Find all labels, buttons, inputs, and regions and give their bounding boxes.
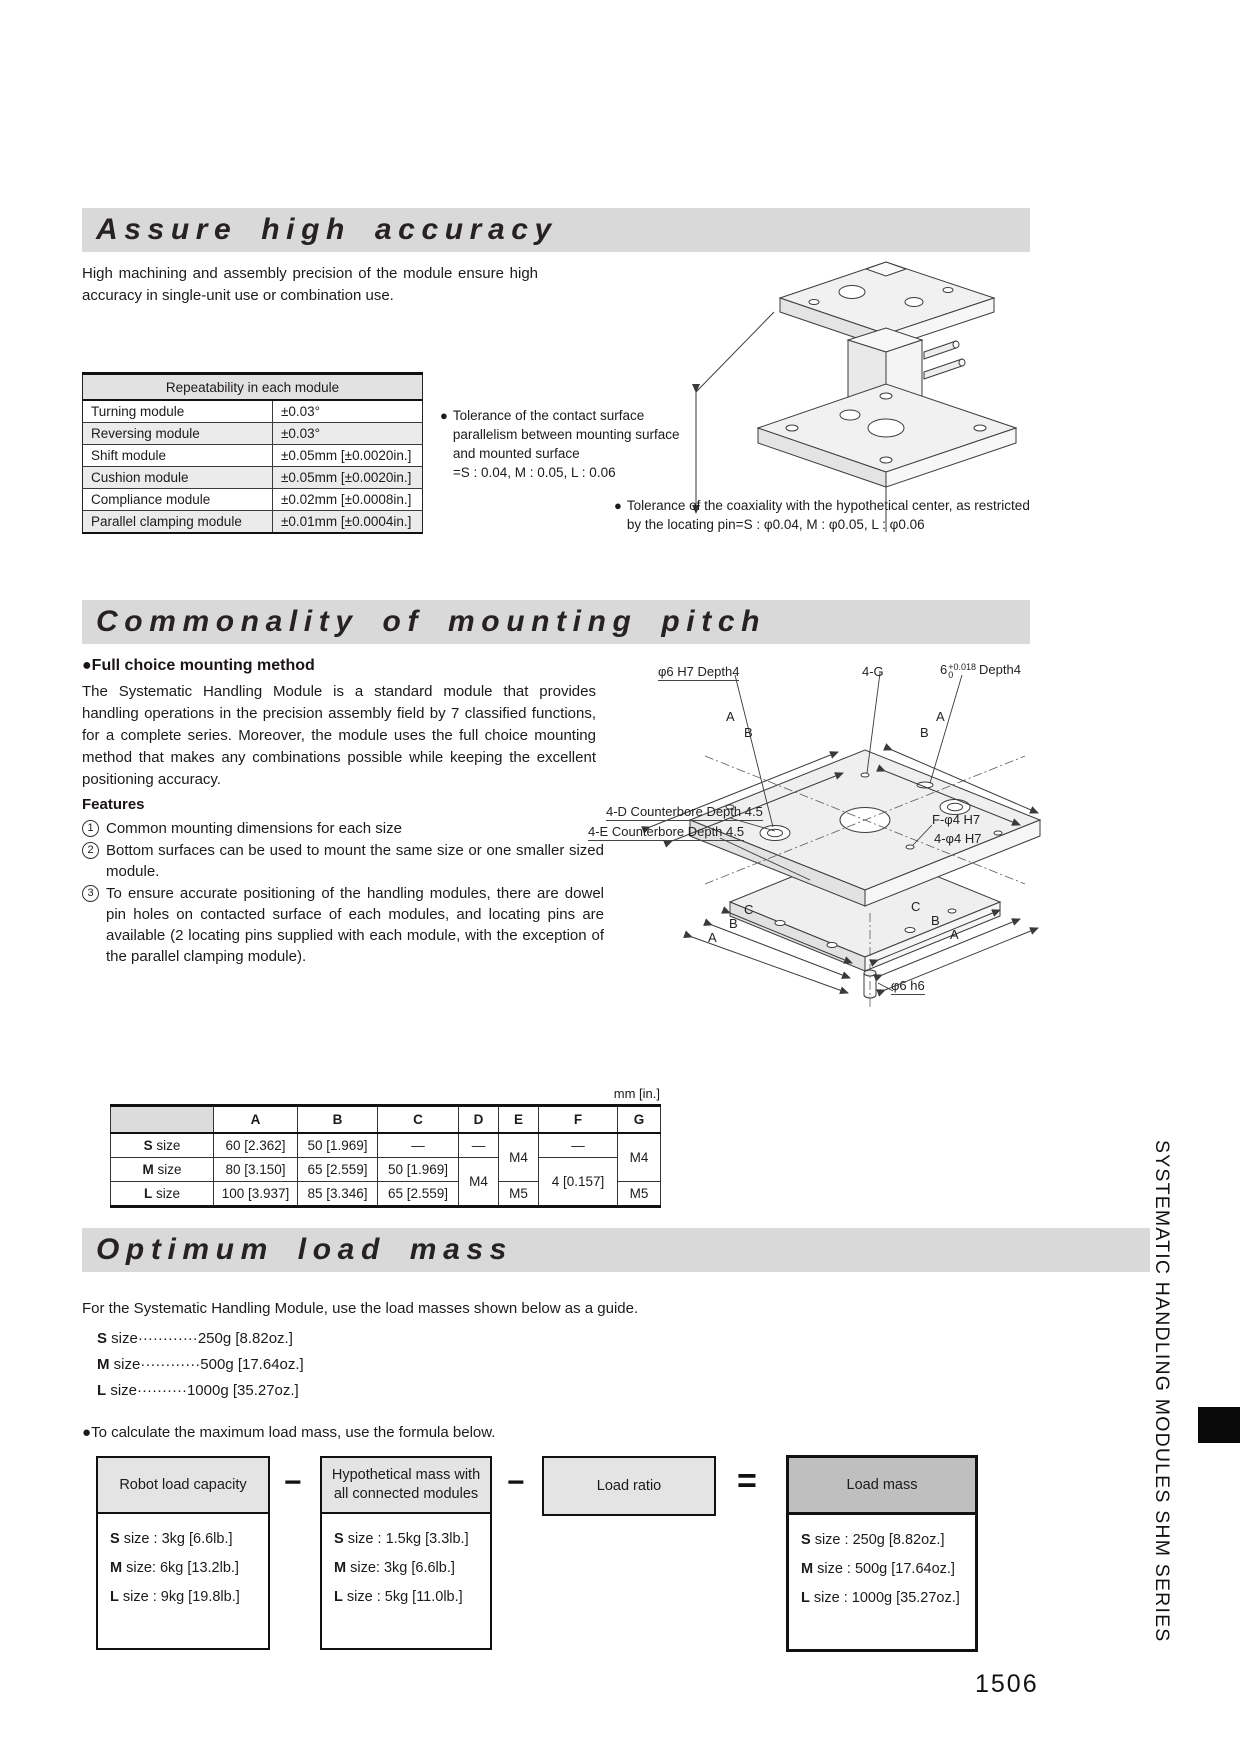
note-line: Tolerance of the coaxiality with the hypothetical center, as restricted	[626, 498, 1030, 513]
table-header-row	[111, 1106, 661, 1134]
note-lines	[627, 496, 1030, 534]
dim-cell: M4	[499, 1133, 539, 1182]
circled-number-icon: 3	[82, 885, 99, 902]
accuracy-intro-text: High machining and assembly precision of the module ensure high accuracy in single-unit use or combination use.	[82, 265, 538, 304]
note-line: and mounted surface	[452, 446, 580, 461]
dim-label-b: B	[729, 916, 738, 931]
dim-label-a: A	[708, 930, 717, 945]
col-header: G	[618, 1106, 661, 1134]
dotted-leader: ············	[140, 1356, 201, 1373]
four-hole-label: 4-φ4 H7	[934, 831, 982, 846]
dim-cell: —	[459, 1133, 499, 1158]
tolerance-stack	[948, 663, 976, 679]
module-value-cell: ±0.02mm [±0.0008in.]	[273, 489, 423, 511]
page-number: 1506	[975, 1670, 1039, 1698]
table-row	[83, 467, 423, 489]
formula-box-body	[789, 1515, 975, 1649]
formula-box-header	[98, 1458, 268, 1514]
col-header: F	[539, 1106, 618, 1134]
module-name-cell: Reversing module	[83, 423, 273, 445]
module-name-cell: Shift module	[83, 445, 273, 467]
dotted-leader: ··········	[137, 1382, 187, 1399]
load-size-l: L size··········1000g [35.27oz.]	[97, 1382, 299, 1399]
load-size-m: M size············500g [17.64oz.]	[97, 1356, 304, 1373]
tolerance-base: 6	[940, 662, 948, 677]
size-line: S size : 250g [8.82oz.]	[801, 1532, 945, 1548]
full-choice-subheading	[82, 657, 315, 675]
formula-box-body	[98, 1514, 268, 1648]
dim-label-b: B	[931, 913, 940, 928]
dim-label-c: C	[744, 902, 754, 917]
formula-box-title: Hypothetical mass with	[331, 1467, 481, 1483]
commonality-paragraph: The Systematic Handling Module is a standard module that provides handling operations in the precision assembly field by 7 classified functions, for a complete series. Moreover, the module uses the full choice mounting method that makes any combinations possible while keeping the excellent positioning accuracy.	[82, 683, 596, 788]
row-label: M size	[111, 1158, 214, 1182]
calc-note-text: To calculate the maximum load mass, use the formula below.	[91, 1424, 496, 1441]
table-row	[83, 445, 423, 467]
col-header: E	[499, 1106, 539, 1134]
size-line: S size : 1.5kg [3.3lb.]	[334, 1531, 469, 1547]
dim-cell: M5	[618, 1182, 661, 1207]
page-index-tab	[1198, 1407, 1240, 1443]
table-row-m	[111, 1158, 661, 1182]
hole-dimension-label: φ6 H7 Depth4	[658, 664, 740, 679]
dim-cell: 65 [2.559]	[298, 1158, 378, 1182]
module-name-cell: Cushion module	[83, 467, 273, 489]
dim-label-c: C	[911, 899, 921, 914]
series-side-label: SYSTEMATIC HANDLING MODULES SHM SERIES	[1151, 1140, 1173, 1643]
dim-cell: —	[378, 1133, 459, 1158]
bullet-icon: ●	[82, 657, 92, 674]
formula-box-title: all connected modules	[333, 1486, 479, 1502]
dim-cell: 65 [2.559]	[378, 1182, 459, 1207]
loadmass-intro-text: For the Systematic Handling Module, use the load masses shown below as a guide.	[82, 1300, 639, 1317]
table-header-row	[83, 374, 423, 401]
section-title-commonality: Commonality of mounting pitch	[96, 605, 767, 638]
formula-box-title: Load mass	[846, 1476, 918, 1493]
dim-cell: 4 [0.157]	[539, 1158, 618, 1207]
circled-number-icon: 2	[82, 842, 99, 859]
formula-box-robot-load	[96, 1456, 270, 1650]
tolerance-note-parallelism	[440, 406, 850, 482]
subheading-text: Full choice mounting method	[91, 657, 315, 674]
feature-item	[82, 883, 604, 967]
calc-note	[82, 1424, 495, 1441]
formula-box-hypothetical-mass	[320, 1456, 492, 1650]
formula-box-load-ratio	[542, 1456, 716, 1516]
bullet-icon: ●	[440, 408, 448, 423]
dim-cell: 100 [3.937]	[214, 1182, 298, 1207]
tolerance-note-coaxiality	[614, 496, 1144, 534]
module-assembly-drawing	[662, 240, 1042, 540]
minus-operator: −	[507, 1466, 525, 1499]
table-row-s	[111, 1133, 661, 1158]
formula-box-header	[322, 1458, 490, 1514]
dim-cell: 60 [2.362]	[214, 1133, 298, 1158]
bullet-icon: ●	[614, 498, 622, 513]
note-line: parallelism between mounting surface	[452, 427, 680, 442]
dim-label-a: A	[950, 927, 959, 942]
equals-operator: =	[737, 1462, 757, 1500]
col-header: D	[459, 1106, 499, 1134]
formula-box-title: Load ratio	[596, 1478, 662, 1494]
feature-item	[82, 818, 604, 839]
note-line: by the locating pin=S : φ0.04, M : φ0.05, L : φ0.06	[626, 517, 925, 532]
dim-cell: —	[539, 1133, 618, 1158]
tolerance-suffix: Depth4	[979, 662, 1021, 677]
size-line: S size : 3kg [6.6lb.]	[110, 1531, 233, 1547]
dim-label-b: B	[920, 725, 929, 740]
mounting-pitch-table	[110, 1104, 661, 1208]
feature-item	[82, 840, 604, 882]
tolerance-upper: +0.018	[948, 661, 977, 672]
dim-label-a: A	[726, 709, 735, 724]
note-line: =S : 0.04, M : 0.05, L : 0.06	[452, 465, 616, 480]
feature-text: To ensure accurate positioning of the handling modules, there are dowel pin holes on contacted surface of each modules, and locating pins are available (2 locating pins supplied with each module, with the exception of the parallel clamping module).	[106, 885, 604, 965]
pin-dimension-label: φ6 h6	[891, 978, 925, 993]
tolerance-lower: 0	[948, 669, 954, 680]
col-header: B	[298, 1106, 378, 1134]
dim-label-b: B	[744, 725, 753, 740]
note-lines	[453, 406, 680, 482]
module-name-cell: Parallel clamping module	[83, 511, 273, 534]
repeatability-table-title: Repeatability in each module	[83, 374, 423, 401]
dim-cell: 50 [1.969]	[378, 1158, 459, 1182]
dim-label-a: A	[936, 709, 945, 724]
dotted-leader: ············	[137, 1330, 198, 1347]
f-hole-label: F-φ4 H7	[932, 812, 981, 827]
formula-box-body	[322, 1514, 490, 1648]
module-value-cell: ±0.03°	[273, 400, 423, 423]
section-header-loadmass	[82, 1228, 1150, 1272]
feature-text: Bottom surfaces can be used to mount the same size or one smaller sized module.	[106, 842, 604, 880]
thread-count-label: 4-G	[862, 664, 884, 679]
circled-number-icon: 1	[82, 820, 99, 837]
feature-text: Common mounting dimensions for each size	[106, 820, 402, 837]
module-value-cell: ±0.03°	[273, 423, 423, 445]
tolerance-dimension-label	[940, 662, 1021, 679]
formula-box-header	[789, 1458, 975, 1515]
section-title-accuracy: Assure high accuracy	[96, 213, 558, 246]
table-row	[83, 489, 423, 511]
module-value-cell: ±0.01mm [±0.0004in.]	[273, 511, 423, 534]
module-name-cell: Compliance module	[83, 489, 273, 511]
section-header-commonality	[82, 600, 1030, 644]
counterbore-e-label: 4-E Counterbore Depth 4.5	[588, 824, 745, 839]
features-title: Features	[82, 796, 145, 813]
dim-cell: M4	[618, 1133, 661, 1182]
dim-cell: 80 [3.150]	[214, 1158, 298, 1182]
size-line: L size : 9kg [19.8lb.]	[110, 1589, 240, 1605]
section-title-loadmass: Optimum load mass	[96, 1233, 513, 1266]
dim-cell: 50 [1.969]	[298, 1133, 378, 1158]
minus-operator: −	[284, 1466, 302, 1499]
note-line: Tolerance of the contact surface	[452, 408, 645, 423]
row-label: S size	[111, 1133, 214, 1158]
size-line: M size : 500g [17.64oz.]	[801, 1561, 955, 1577]
row-label: L size	[111, 1182, 214, 1207]
formula-box-title: Robot load capacity	[119, 1476, 247, 1493]
formula-box-load-mass	[786, 1455, 978, 1652]
corner-cell	[111, 1106, 214, 1134]
module-name-cell: Turning module	[83, 400, 273, 423]
dim-cell: M5	[499, 1182, 539, 1207]
module-value-cell: ±0.05mm [±0.0020in.]	[273, 445, 423, 467]
col-header: C	[378, 1106, 459, 1134]
load-size-s: S size············250g [8.82oz.]	[97, 1330, 293, 1347]
table-row	[83, 423, 423, 445]
dim-cell: 85 [3.346]	[298, 1182, 378, 1207]
table-row	[83, 511, 423, 534]
repeatability-table	[82, 372, 423, 534]
counterbore-d-label: 4-D Counterbore Depth 4.5	[606, 804, 763, 819]
dim-cell: M4	[459, 1158, 499, 1207]
size-line: M size: 6kg [13.2lb.]	[110, 1560, 239, 1576]
table-row	[83, 400, 423, 423]
size-line: L size : 1000g [35.27oz.]	[801, 1590, 960, 1606]
unit-label: mm [in.]	[613, 1086, 660, 1101]
size-line: M size: 3kg [6.6lb.]	[334, 1560, 455, 1576]
bullet-icon: ●	[82, 1424, 92, 1441]
col-header: A	[214, 1106, 298, 1134]
features-list	[82, 818, 604, 968]
size-line: L size : 5kg [11.0lb.]	[334, 1589, 463, 1605]
module-value-cell: ±0.05mm [±0.0020in.]	[273, 467, 423, 489]
